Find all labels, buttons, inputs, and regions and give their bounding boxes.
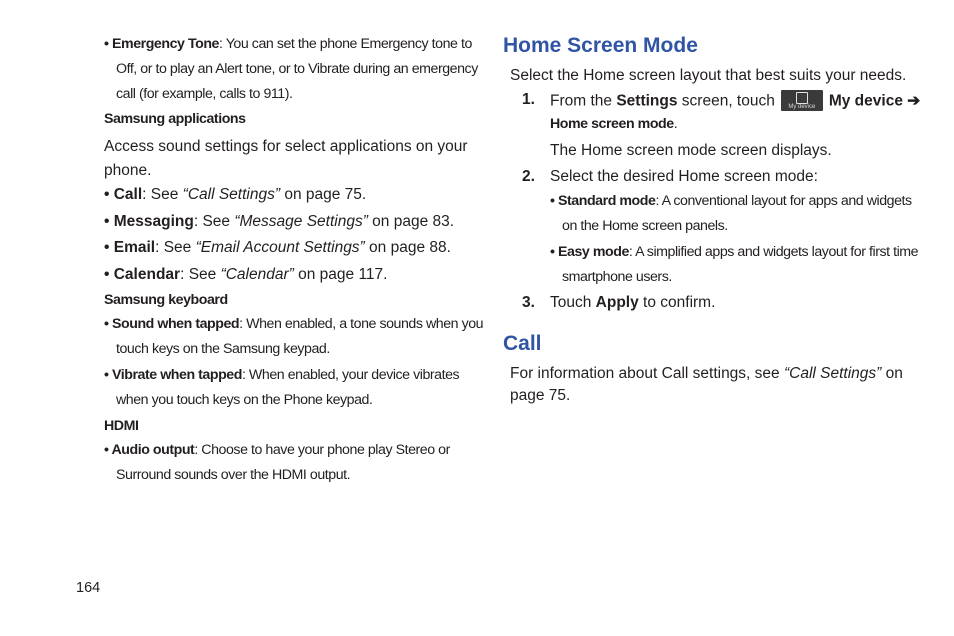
page-number: 164 bbox=[76, 580, 101, 596]
call-settings-link[interactable]: “Call Settings” bbox=[182, 186, 281, 203]
call-heading: Call bbox=[503, 332, 542, 355]
email-account-settings-link[interactable]: “Email Account Settings” bbox=[195, 239, 365, 256]
emergency-tone-item: • Emergency Tone: You can set the phone Emergency tone to bbox=[104, 36, 472, 52]
my-device-tab-icon: My device bbox=[781, 90, 823, 111]
emergency-tone-line2: Off, or to play an Alert tone, or to Vibrate during an emergency bbox=[116, 61, 478, 77]
settings-label: Settings bbox=[616, 92, 678, 110]
vibrate-when-tapped-item: • Vibrate when tapped: When enabled, your device vibrates bbox=[104, 367, 460, 383]
call-settings-ref-link[interactable]: “Call Settings” bbox=[783, 365, 882, 382]
emergency-tone-line3: call (for example, calls to 911). bbox=[116, 86, 293, 102]
apply-label: Apply bbox=[595, 294, 639, 311]
message-settings-link[interactable]: “Message Settings” bbox=[234, 213, 368, 230]
step-2-text: Select the desired Home screen mode: bbox=[550, 168, 818, 185]
step-1-line2: Home screen mode. bbox=[550, 116, 678, 132]
standard-mode-item: • Standard mode: A conventional layout for apps and widgets bbox=[550, 193, 912, 209]
home-screen-mode-label: Home screen mode bbox=[550, 116, 674, 132]
emergency-tone-term: Emergency Tone bbox=[112, 36, 219, 52]
step-3-text: Touch Apply to confirm. bbox=[550, 294, 716, 311]
home-screen-mode-intro: Select the Home screen layout that best suits your needs. bbox=[510, 67, 907, 84]
home-screen-mode-heading: Home Screen Mode bbox=[503, 34, 698, 57]
calendar-item: • Calendar: See “Calendar” on page 117. bbox=[104, 266, 388, 283]
audio-output-item: • Audio output: Choose to have your phone play Stereo or bbox=[104, 442, 450, 458]
samsung-applications-heading: Samsung applications bbox=[104, 111, 246, 127]
sound-when-tapped-item: • Sound when tapped: When enabled, a tone sounds when you bbox=[104, 316, 484, 332]
call-info-line2: page 75. bbox=[510, 387, 571, 404]
messaging-item: • Messaging: See “Message Settings” on page 83. bbox=[104, 213, 455, 230]
samsung-applications-intro-2: phone. bbox=[104, 162, 152, 179]
call-info-line1: For information about Call settings, see “Call Settings” on bbox=[510, 365, 903, 382]
samsung-applications-intro-1: Access sound settings for select applications on your bbox=[104, 138, 468, 155]
my-device-label: My device ➔ bbox=[828, 92, 921, 110]
vibrate-when-tapped-line2: when you touch keys on the Phone keypad. bbox=[116, 392, 373, 408]
sound-when-tapped-line2: touch keys on the Samsung keypad. bbox=[116, 341, 330, 357]
audio-output-line2: Surround sounds over the HDMI output. bbox=[116, 467, 351, 483]
step-1-result: The Home screen mode screen displays. bbox=[550, 142, 832, 159]
hdmi-heading: HDMI bbox=[104, 418, 139, 434]
easy-mode-line2: smartphone users. bbox=[562, 269, 672, 285]
step-1-number: 1. bbox=[522, 91, 535, 108]
emergency-tone-desc: : You can set the phone Emergency tone to bbox=[219, 36, 472, 52]
email-item: • Email: See “Email Account Settings” on page 88. bbox=[104, 239, 451, 256]
standard-mode-line2: on the Home screen panels. bbox=[562, 218, 728, 234]
calendar-link[interactable]: “Calendar” bbox=[220, 266, 294, 283]
samsung-keyboard-heading: Samsung keyboard bbox=[104, 292, 228, 308]
easy-mode-item: • Easy mode: A simplified apps and widgets layout for first time bbox=[550, 244, 919, 260]
step-1-text: From the Settings screen, touch My device My device ➔ bbox=[550, 91, 920, 112]
call-settings-item: • Call: See “Call Settings” on page 75. bbox=[104, 186, 367, 203]
step-3-number: 3. bbox=[522, 294, 535, 311]
step-2-number: 2. bbox=[522, 168, 535, 185]
